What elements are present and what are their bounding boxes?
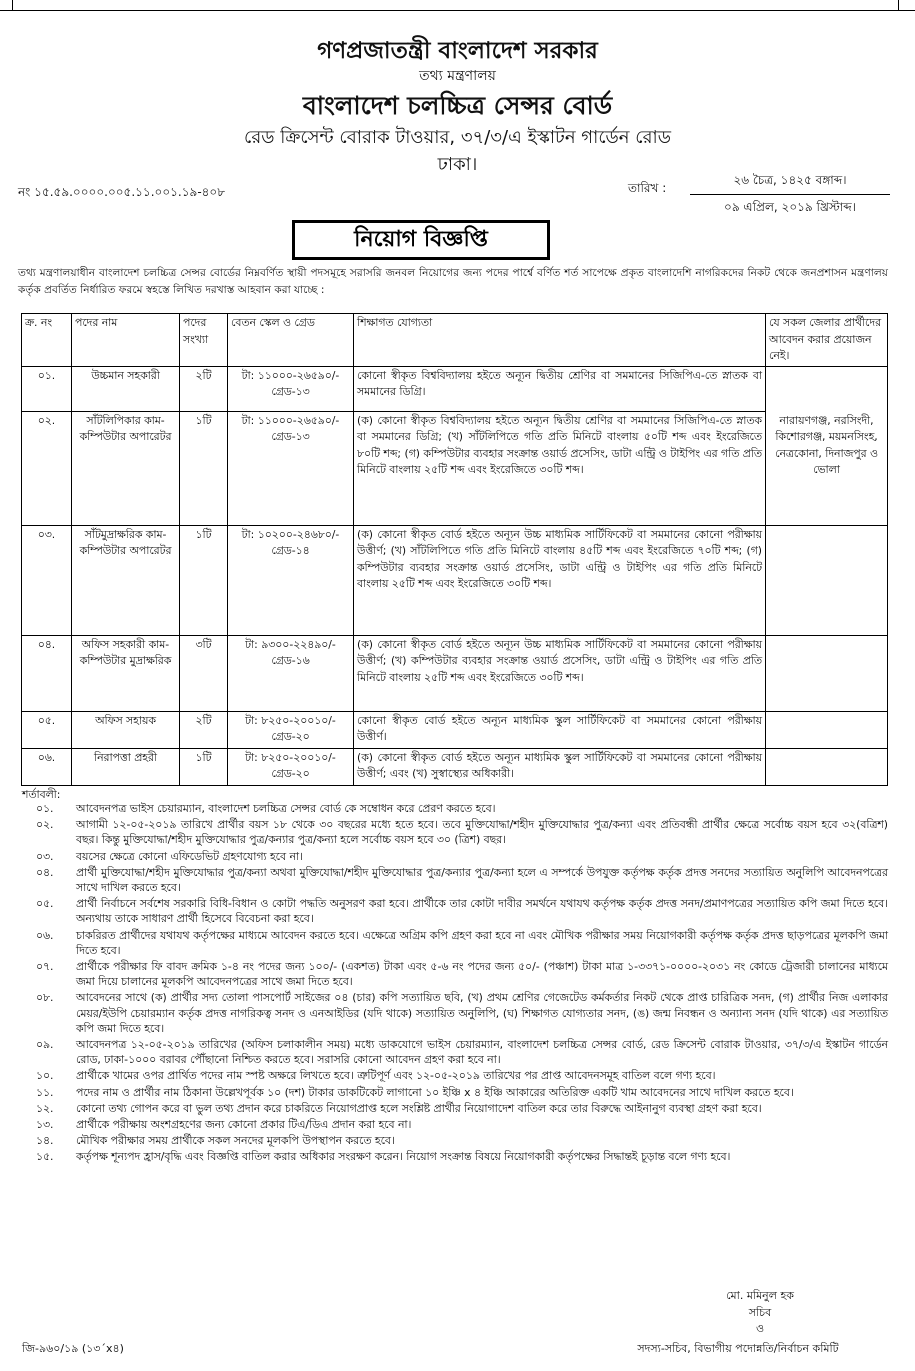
ministry-name: তথ্য মন্ত্রণালয় — [419, 68, 496, 84]
condition-text: প্রার্থীকে পরীক্ষায় অংশগ্রহণের জন্য কোনো প্রকার টিএ/ডিএ প্রদান করা হবে না। — [76, 1118, 412, 1132]
condition-text: বয়সের ক্ষেত্রে কোনো এফিডেভিট গ্রহণযোগ্য হবে না। — [76, 849, 303, 863]
header-districts: যে সকল জেলার প্রার্থীদের আবেদন করার প্রয়োজন নেই। — [766, 314, 888, 367]
row-count: ৩টি — [180, 635, 228, 711]
excluded-districts: নারায়ণগঞ্জ, নরসিংদী, কিশোরগঞ্জ, ময়মনসিংহ, নেত্রকোনা, দিনাজপুর ও ভোলা — [766, 366, 888, 525]
condition-number: ০৬. — [36, 928, 54, 942]
pay-grade: গ্রেড-১৪ — [271, 544, 310, 557]
header-serial: ক্র. নং — [22, 314, 72, 367]
condition-number: ০৪. — [36, 865, 54, 879]
row-pay — [228, 711, 354, 748]
row-post: অফিস সহায়ক — [72, 711, 180, 748]
condition-item — [18, 1133, 888, 1148]
condition-text: প্রার্থীকে পরীক্ষার ফি বাবদ ক্রমিক ১-৪ নং পদের জন্য ১০০/- (একশত) টাকা এবং ৫-৬ নং পদের জন্য ৫০/- (পঞ্চাশ) টাকা মাত্র ১-৩৩৭১-০০০০-২০৩১ নং কোডে ট্রেজারী চালানের মাধ্যমে জমা দিয়ে চালানের মূলকপি আবেদনপত্রের সাথে জমা দিতে হবে। — [76, 960, 888, 989]
row-pay — [228, 366, 354, 411]
condition-text: কর্তৃপক্ষ শূন্যপদ হ্রাস/বৃদ্ধি এবং বিজ্ঞপ্তি বাতিল করার অধিকার সংরক্ষণ করেন। নিয়োগ সংক্রান্ত বিষয়ে নিয়োগকারী কর্তৃপক্ষের সিদ্ধান্তই চূড়ান্ত বলে গণ্য হবে। — [76, 1150, 731, 1164]
row-serial: ০১. — [22, 366, 72, 411]
condition-number: ১০. — [36, 1069, 54, 1083]
address-line: রেড ক্রিসেন্ট বোরাক টাওয়ার, ৩৭/৩/এ ইস্কাটন গার্ডেন রোড — [244, 127, 671, 148]
row-qualification: (ক) কোনো স্বীকৃত বিশ্ববিদ্যালয় হইতে অন্যূন দ্বিতীয় শ্রেণির বা সমমানের সিজিপিএ-তে স্নাতক বা সমমানের ডিগ্রি; (খ) সাঁটলিপিতে গতি প্রতি মিনিটে বাংলায় ৫০টি শব্দ এবং ইংরেজিতে ৮০টি শব্দ; (গ) কম্পিউটার ব্যবহার সংক্রান্ত ওয়ার্ড প্রসেসিং, ডাটা এন্ট্রি ও টাইপিং এর গতি প্রতি মিনিটে বাংলায় ২৫টি শব্দ এবং ইংরেজিতে ৩০টি শব্দ। — [354, 411, 766, 525]
conditions-list — [18, 801, 888, 1166]
row-pay — [228, 635, 354, 711]
conditions-title: শর্তাবলী: — [22, 788, 61, 801]
condition-item — [18, 990, 888, 1036]
notice-title: নিয়োগ বিজ্ঞপ্তি — [295, 223, 547, 257]
row-count: ২টি — [180, 366, 228, 411]
row-post: সাঁটমুদ্রাক্ষরিক কাম-কম্পিউটার অপারেটর — [72, 525, 180, 635]
condition-number: ০৮. — [36, 991, 54, 1005]
header-pay: বেতন স্কেল ও গ্রেড — [228, 314, 354, 367]
condition-item — [18, 928, 888, 958]
condition-item — [18, 1149, 888, 1164]
row-qualification: (ক) কোনো স্বীকৃত বোর্ড হইতে অন্যূন উচ্চ মাধ্যমিক সার্টিফিকেট বা সমমানের কোনো পরীক্ষায় উত্তীর্ণ; (খ) সাঁটলিপিতে গতি প্রতি মিনিটে বাংলায় ৪৫টি শব্দ এবং ইংরেজিতে ৭০টি শব্দ; (গ) কম্পিউটার ব্যবহার সংক্রান্ত ওয়ার্ড প্রসেসিং, ডাটা এন্ট্রি ও টাইপিং এর গতি প্রতি মিনিটে বাংলায় ২৫টি শব্দ এবং ইংরেজিতে ৩০টি শব্দ। — [354, 525, 766, 635]
intro-paragraph: তথ্য মন্ত্রণালয়াধীন বাংলাদেশ চলচ্চিত্র সেন্সর বোর্ডের নিম্নবর্ণিত স্থায়ী পদসমূহে সরাসরি জনবল নিয়োগের জন্য পদের পার্শ্বে বর্ণিত শর্ত সাপেক্ষে প্রকৃত বাংলাদেশি নাগরিকদের নিকট থেকে জনপ্রশাসন মন্ত্রণালয় কর্তৃক প্রবর্তিত নির্ধারিত ফরমে স্বহস্তে লিখিত দরখাস্ত আহবান করা যাচ্ছে : — [18, 267, 888, 296]
empty-cell — [766, 748, 888, 785]
signer-and: ও — [755, 1322, 765, 1335]
row-qualification: কোনো স্বীকৃত বোর্ড হইতে অন্যূন মাধ্যমিক স্কুল সার্টিফিকেট বা সমমানের কোনো পরীক্ষায় উত্তীর্ণ। — [354, 711, 766, 748]
condition-number: ১১. — [36, 1085, 54, 1099]
row-count: ১টি — [180, 748, 228, 785]
table-row — [22, 366, 888, 411]
condition-text: চাকরিরত প্রার্থীদের যথাযথ কর্তৃপক্ষের মাধ্যমে আবেদন করতে হবে। এক্ষেত্রে অগ্রিম কপি গ্রহণ করা হবে না এবং মৌখিক পরীক্ষার সময় নিয়োগকারী কর্তৃপক্ষ কর্তৃক প্রদত্ত ছাড়পত্রের মূলকপি জমা দিতে হবে। — [76, 928, 888, 957]
condition-number: ০১. — [36, 802, 54, 815]
empty-cell — [766, 525, 888, 635]
table-row — [22, 711, 888, 748]
row-post: নিরাপত্তা প্রহরী — [72, 748, 180, 785]
empty-cell — [766, 635, 888, 711]
row-serial: ০৬. — [22, 748, 72, 785]
condition-number: ০৫. — [36, 897, 54, 911]
condition-text: প্রার্থীকে খামের ওপর প্রার্থিত পদের নাম স্পষ্ট অক্ষরে লিখতে হবে। ত্রুটিপূর্ণ এবং ১২-০৫-২০১৯ তারিখের পর প্রাপ্ত আবেদনসমূহ বাতিল বলে গণ্য হবে। — [76, 1069, 716, 1083]
table-row — [22, 635, 888, 711]
condition-item — [18, 865, 888, 895]
signer-title: সচিব — [748, 1306, 772, 1319]
posts-table — [21, 313, 888, 786]
condition-number: ১২. — [36, 1101, 54, 1115]
row-qualification: (ক) কোনো স্বীকৃত বোর্ড হইতে অন্যূন উচ্চ মাধ্যমিক সার্টিফিকেট বা সমমানের কোনো পরীক্ষায় উত্তীর্ণ; (খ) কম্পিউটার ব্যবহার সংক্রান্ত ওয়ার্ড প্রসেসিং, ডাটা এন্ট্রি ও টাইপিং এর গতি প্রতি মিনিটে বাংলায় ২৫টি শব্দ এবং ইংরেজিতে ৩০টি শব্দ। — [354, 635, 766, 711]
condition-text: প্রার্থী নির্বাচনে সর্বশেষ সরকারি বিধি-বিধান ও কোটা পদ্ধতি অনুসরণ করা হবে। প্রার্থীকে তার কোটা দাবীর সমর্থনে যথাযথ কর্তৃপক্ষ কর্তৃক প্রদত্ত সনদ/প্রমাণপত্রের সত্যায়িত কপি জমা দিতে হবে। অন্যথায় তাকে সাধারণ প্রার্থী হিসেবে বিবেচনা করা হবে। — [76, 897, 888, 926]
condition-text: পদের নাম ও প্রার্থীর নাম ঠিকানা উল্লেখপূর্বক ১০ (দশ) টাকার ডাকটিকেট লাগানো ১০ ইঞ্চি x ৪ ইঞ্চি আকারের অতিরিক্ত একটি খাম আবেদনের সাথে দাখিল করতে হবে। — [76, 1085, 794, 1099]
pay-scale: টা: ১১০০০-২৬৫৯০/- — [241, 413, 340, 427]
condition-item — [18, 1068, 888, 1083]
condition-text: আবেদনের সাথে (ক) প্রার্থীর সদ্য তোলা পাসপোর্ট সাইজের ০৪ (চার) কপি সত্যায়িত ছবি, (খ) প্রথম শ্রেণির গেজেটেড কর্মকর্তার নিকট থেকে প্রাপ্ত চারিত্রিক সনদ, (গ) প্রার্থীর নিজ এলাকার মেয়র/ইউপি চেয়ারম্যান কর্তৃক প্রদত্ত নাগরিকত্ব সনদ ও এনআইডির (যদি থাকে) সত্যায়িত অনুলিপি, (ঘ) শিক্ষাগত যোগ্যতার সনদ, (ঙ) জন্ম নিবন্ধন ও অন্যান্য সনদ (যদি থাকে) এর সত্যায়িত কপি জমা দিতে হবে। — [76, 991, 888, 1035]
condition-text: প্রার্থী মুক্তিযোদ্ধা/শহীদ মুক্তিযোদ্ধার পুত্র/কন্যা অথবা মুক্তিযোদ্ধা/শহীদ মুক্তিযোদ্ধার পুত্র/কন্যার পুত্র/কন্যা হলে এ সম্পর্কে উপযুক্ত কর্তৃপক্ষ কর্তৃক প্রদত্ত সনদের সত্যায়িত অনুলিপি আবেদনপত্রের সাথে দাখিল করতে হবে। — [76, 865, 888, 895]
condition-number: ১৫. — [36, 1150, 54, 1164]
condition-item — [18, 817, 888, 847]
condition-number: ০৯. — [36, 1038, 54, 1052]
row-serial: ০৪. — [22, 635, 72, 711]
board-name: বাংলাদেশ চলচ্চিত্র সেন্সর বোর্ড — [302, 91, 613, 120]
condition-item — [18, 1085, 888, 1100]
condition-item — [18, 801, 888, 816]
memo-number: নং ১৫.৫৯.০০০০.০০৫.১১.০০১.১৯-৪০৮ — [18, 185, 226, 199]
row-serial: ০৫. — [22, 711, 72, 748]
notice-title-box — [292, 220, 550, 260]
condition-item — [18, 896, 888, 926]
signer-committee: সদস্য-সচিব, বিভাগীয় পদোন্নতি/নির্বাচন কমিটি — [637, 1342, 839, 1355]
condition-item — [18, 1101, 888, 1116]
government-title: গণপ্রজাতন্ত্রী বাংলাদেশ সরকার — [317, 38, 598, 64]
row-qualification: কোনো স্বীকৃত বিশ্ববিদ্যালয় হইতে অন্যূন দ্বিতীয় শ্রেণির বা সমমানের সিজিপিএ-তে স্নাতক বা সমমানের ডিগ্রি। — [354, 366, 766, 411]
row-qualification: (ক) কোনো স্বীকৃত বোর্ড হইতে অন্যূন মাধ্যমিক স্কুল সার্টিফিকেট বা সমমানের কোনো পরীক্ষায় উত্তীর্ণ; এবং (খ) সুস্বাস্থ্যের অধিকারী। — [354, 748, 766, 785]
pay-scale: টা: ৯৩০০-২২৪৯০/- — [245, 637, 336, 651]
top-border — [0, 0, 915, 11]
row-pay — [228, 411, 354, 525]
row-pay — [228, 748, 354, 785]
header-post: পদের নাম — [72, 314, 180, 367]
condition-number: ০৭. — [36, 960, 54, 974]
row-count: ১টি — [180, 525, 228, 635]
pay-grade: গ্রেড-১৬ — [271, 654, 310, 667]
table-row — [22, 525, 888, 635]
signer-name: মো. মমিনুল হক — [726, 1289, 794, 1302]
row-post: অফিস সহকারী কাম-কম্পিউটার মুদ্রাক্ষরিক — [72, 635, 180, 711]
condition-number: ০৩. — [36, 849, 54, 863]
pay-scale: টা: ১০২০০-২৪৬৮০/- — [241, 527, 340, 541]
condition-item — [18, 849, 888, 864]
date-label: তারিখ : — [628, 181, 667, 195]
table-row — [22, 748, 888, 785]
row-post: সাঁটলিপিকার কাম-কম্পিউটার অপারেটর — [72, 411, 180, 525]
condition-text: আবেদনপত্র ১২-০৫-২০১৯ তারিখের (অফিস চলাকালীন সময়) মধ্যে ডাকযোগে ভাইস চেয়ারম্যান, বাংলাদেশ চলচ্চিত্র সেন্সর বোর্ড, রেড ক্রিসেন্ট বোরাক টাওয়ার, ৩৭/৩/এ ইস্কাটন গার্ডেন রোড, ঢাকা-১০০০ বরাবর পৌঁছানো নিশ্চিত করতে হবে। সরাসরি কোনো আবেদন গ্রহণ করা হবে না। — [76, 1038, 888, 1067]
pay-scale: টা: ১১০০০-২৬৫৯০/- — [241, 368, 340, 382]
pay-scale: টা: ৮২৫০-২০০১০/- — [245, 750, 336, 764]
table-row — [22, 411, 888, 525]
date-english: ০৯ এপ্রিল, ২০১৯ খ্রিস্টাব্দ। — [724, 200, 856, 214]
row-serial: ০৩. — [22, 525, 72, 635]
condition-text: আগামী ১২-০৫-২০১৯ তারিখে প্রার্থীর বয়স ১৮ থেকে ৩০ বছরের মধ্যে হতে হবে। তবে মুক্তিযোদ্ধা/শহীদ মুক্তিযোদ্ধার পুত্র/কন্যা এবং প্রতিবন্ধী প্রার্থীর ক্ষেত্রে সর্বোচ্চ বয়স হবে ৩২(বত্রিশ) বছর। কিন্তু মুক্তিযোদ্ধা/শহীদ মুক্তিযোদ্ধার পুত্র/কন্যার পুত্র/কন্যা হলে সর্বোচ্চ বয়স হবে ৩০ (ত্রিশ) বছর। — [76, 818, 888, 847]
condition-number: ১৪. — [36, 1134, 54, 1148]
date-bangla: ২৬ চৈত্র, ১৪২৫ বঙ্গাব্দ। — [690, 172, 890, 195]
row-pay — [228, 525, 354, 635]
pay-grade: গ্রেড-১৩ — [271, 385, 310, 398]
condition-item — [18, 959, 888, 989]
row-post: উচ্চমান সহকারী — [72, 366, 180, 411]
pay-grade: গ্রেড-১৩ — [271, 430, 310, 443]
header-count: পদের সংখ্যা — [180, 314, 228, 367]
condition-text: আবেদনপত্র ভাইস চেয়ারম্যান, বাংলাদেশ চলচ্চিত্র সেন্সর বোর্ড কে সম্বোধন করে প্রেরণ করতে হবে। — [76, 802, 496, 815]
pay-grade: গ্রেড-২০ — [271, 767, 310, 780]
empty-cell — [766, 711, 888, 748]
condition-item — [18, 1037, 888, 1067]
condition-number: ১৩. — [36, 1118, 54, 1132]
row-serial: ০২. — [22, 411, 72, 525]
pay-grade: গ্রেড-২০ — [271, 730, 310, 743]
pay-scale: টা: ৮২৫০-২০০১০/- — [245, 713, 336, 727]
condition-item — [18, 1117, 888, 1132]
row-count: ১টি — [180, 411, 228, 525]
condition-number: ০২. — [36, 818, 54, 832]
gov-press-code: জি-৯৬০/১৯ (১৩´x৪) — [22, 1342, 124, 1355]
table-header-row — [22, 314, 888, 367]
condition-text: কোনো তথ্য গোপন করে বা ভুল তথ্য প্রদান করে চাকরিতে নিয়োগপ্রাপ্ত হলে সংশ্লিষ্ট প্রার্থীর নিয়োগাদেশ বাতিল করে তার বিরুদ্ধে আইনানুগ ব্যবস্থা গ্রহণ করা হবে। — [76, 1101, 762, 1115]
header-qualification: শিক্ষাগত যোগ্যতা — [354, 314, 766, 367]
row-count: ২টি — [180, 711, 228, 748]
city-line: ঢাকা। — [437, 154, 478, 175]
condition-text: মৌখিক পরীক্ষার সময় প্রার্থীকে সকল সনদের মূলকপি উপস্থাপন করতে হবে। — [76, 1134, 395, 1148]
